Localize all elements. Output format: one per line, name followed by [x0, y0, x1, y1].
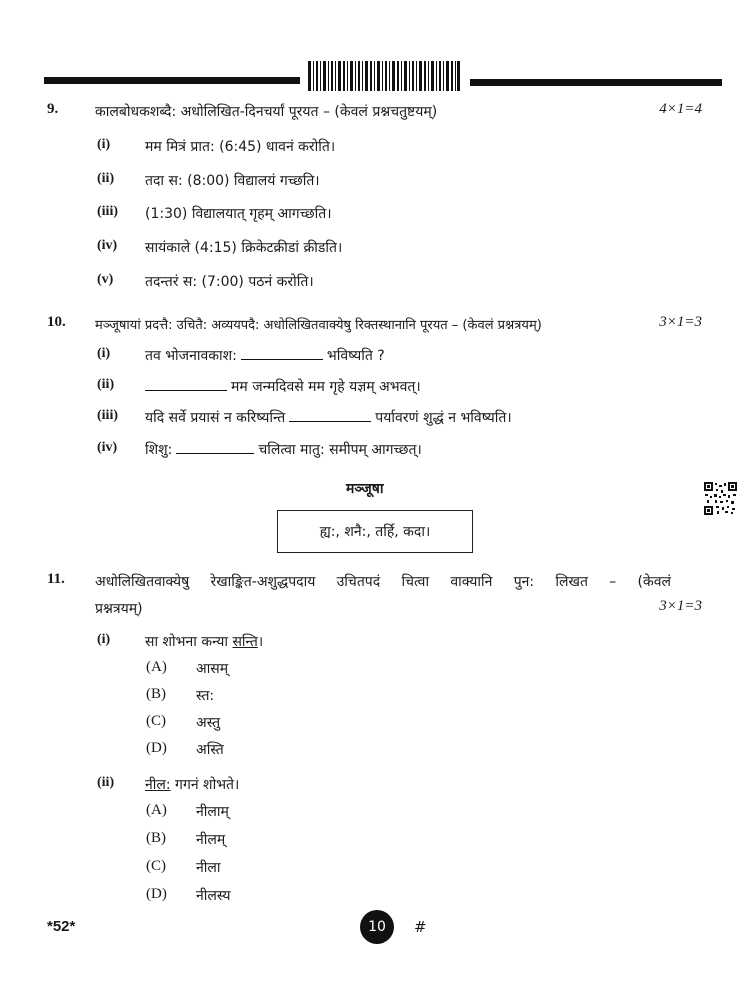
- fill-blank: [145, 390, 227, 391]
- q10-item-after: भविष्यति ?: [326, 348, 385, 364]
- option-key: (A): [146, 659, 167, 675]
- q10-item-label: (iii): [97, 408, 118, 423]
- qr-code-icon: [704, 482, 737, 515]
- q10-item-after: मम जन्मदिवसे मम गृहे यज्ञम् अभवत्।: [231, 379, 421, 395]
- q10-item-label: (i): [97, 346, 111, 361]
- q10-marks: 3×1=3: [659, 314, 702, 330]
- option-text: नीला: [196, 860, 221, 876]
- underlined-word: नील:: [145, 777, 171, 793]
- q11-text-line1: अधोलिखितवाक्येषु रेखाङ्कित-अशुद्धपदाय उचितपदं चित्वा वाक्यानि पुन: लिखत – (केवलं: [95, 574, 671, 590]
- q11-sub-sentence: [145, 632, 263, 651]
- q9-number: 9.: [47, 101, 59, 117]
- q9-item-text: मम मित्रं प्रात: (6:45) धावनं करोति।: [145, 139, 336, 155]
- q9-item-text: सायंकाले (4:15) क्रिकेटक्रीडां क्रीडति।: [145, 240, 343, 256]
- barcode-icon: [308, 61, 460, 91]
- q11-sub-post: गगनं शोभते।: [170, 777, 240, 793]
- option-text: स्त:: [196, 688, 215, 704]
- option-key: (C): [146, 858, 166, 874]
- q10-item-label: (iv): [97, 440, 118, 455]
- manjusha-box: [277, 510, 473, 553]
- option-text: आसम्: [196, 661, 229, 677]
- q9-item-label: (ii): [97, 171, 115, 186]
- option-text: अस्तु: [196, 715, 221, 731]
- q9-item-text: तदन्तरं स: (7:00) पठनं करोति।: [145, 274, 314, 290]
- q11-sub-label: (i): [97, 632, 111, 647]
- option-key: (B): [146, 830, 166, 846]
- paper-code: *52*: [47, 918, 76, 935]
- option-text: नीलाम्: [196, 804, 229, 820]
- q10-text: मञ्जूषायां प्रदत्तै: उचितै: अव्ययपदै: अधोलिखितवाक्येषु रिक्तस्थानानि पूरयत – (केवलं प्रश्नत्रयम्): [95, 318, 542, 333]
- q10-item-before: शिशु:: [145, 442, 173, 458]
- q9-item-label: (i): [97, 137, 111, 152]
- option-key: (B): [146, 686, 166, 702]
- q11-text-line2: प्रश्नत्रयम्): [95, 601, 143, 617]
- q11-marks: 3×1=3: [659, 598, 702, 614]
- option-key: (A): [146, 802, 167, 818]
- fill-blank: [176, 453, 254, 454]
- option-key: (C): [146, 713, 166, 729]
- hash-mark: #: [414, 918, 427, 936]
- q9-text: कालबोधकशब्दै: अधोलिखित-दिनचर्यां पूरयत – (केवलं प्रश्नचतुष्टयम्): [95, 104, 438, 120]
- fill-blank: [241, 359, 323, 360]
- page-number: 10: [360, 910, 394, 944]
- q11-sub-label: (ii): [97, 775, 115, 790]
- q10-item-after: पर्यावरणं शुद्धं न भविष्यति।: [375, 410, 512, 426]
- q11-number: 11.: [47, 571, 65, 587]
- q10-item-text: [145, 408, 512, 427]
- option-key: (D): [146, 740, 167, 756]
- option-key: (D): [146, 886, 167, 902]
- manjusha-heading: मञ्जूषा: [346, 481, 384, 497]
- q10-number: 10.: [47, 314, 66, 330]
- header-rule-left: [44, 77, 300, 84]
- q10-item-after: चलित्वा मातु: समीपम् आगच्छत्।: [258, 442, 422, 458]
- q10-item-text: [145, 377, 421, 396]
- q9-item-text: (1:30) विद्यालयात् गृहम् आगच्छति।: [145, 206, 332, 222]
- q9-item-label: (iii): [97, 204, 118, 219]
- q10-item-text: [145, 346, 385, 365]
- q9-item-label: (iv): [97, 238, 118, 253]
- q10-item-before: तव भोजनावकाश:: [145, 348, 237, 364]
- option-text: नीलस्य: [196, 888, 231, 904]
- q10-item-before: यदि सर्वे प्रयासं न करिष्यन्ति: [145, 410, 286, 426]
- manjusha-words: ह्य:, शनै:, तर्हि, कदा।: [319, 524, 431, 540]
- q11-sub-post: ।: [257, 634, 264, 650]
- q11-sub-pre: सा शोभना कन्या: [145, 634, 233, 650]
- q9-item-label: (v): [97, 272, 114, 287]
- q9-item-text: तदा स: (8:00) विद्यालयं गच्छति।: [145, 173, 320, 189]
- q9-marks: 4×1=4: [659, 101, 702, 117]
- q10-item-label: (ii): [97, 377, 115, 392]
- q10-item-text: [145, 440, 422, 459]
- underlined-word: सन्ति: [232, 634, 258, 650]
- option-text: अस्ति: [196, 742, 224, 758]
- option-text: नीलम्: [196, 832, 226, 848]
- fill-blank: [289, 421, 371, 422]
- header-rule-right: [470, 79, 722, 86]
- q11-sub-sentence: [145, 775, 239, 794]
